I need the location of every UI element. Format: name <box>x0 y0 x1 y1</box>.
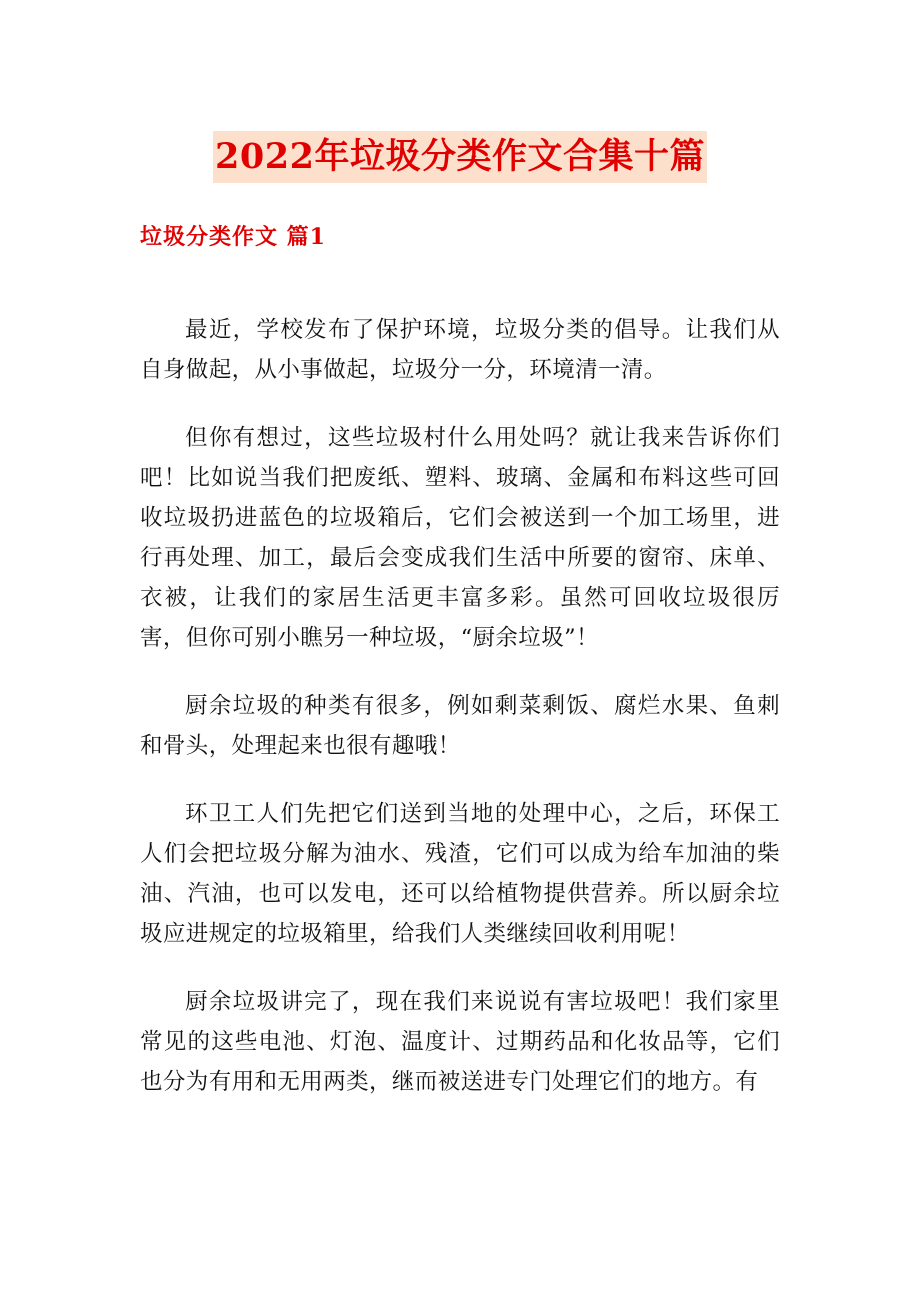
paragraph-5: 厨余垃圾讲完了，现在我们来说说有害垃圾吧！我们家里常见的这些电池、灯泡、温度计、过期药品和化妆品等，它们也分为有用和无用两类，继而被送进专门处理它们的地方。有 <box>140 989 780 1095</box>
section-heading: 垃圾分类作文 篇1 <box>140 224 326 250</box>
paragraph-2: 但你有想过，这些垃圾村什么用处吗？就让我来告诉你们吧！比如说当我们把废纸、塑料、玻璃、金属和布料这些可回收垃圾扔进蓝色的垃圾箱后，它们会被送到一个加工场里，进行再处理、加工，最后会变成我们生活中所要的窗帘、床单、衣被，让我们的家居生活更丰富多彩。虽然可回收垃圾很厉害，但你可别小瞧另一种垃圾，“厨余垃圾”！ <box>140 425 780 651</box>
document-title <box>0 131 920 183</box>
paragraph-1: 最近，学校发布了保护环境，垃圾分类的倡导。让我们从自身做起，从小事做起，垃圾分一分，环境清一清。 <box>140 317 780 383</box>
paragraph-3: 厨余垃圾的种类有很多，例如剩菜剩饭、腐烂水果、鱼刺和骨头，处理起来也很有趣哦！ <box>140 693 780 759</box>
document-title-text: 2022年垃圾分类作文合集十篇 <box>213 131 707 183</box>
essay-body <box>140 310 780 1130</box>
paragraph-4: 环卫工人们先把它们送到当地的处理中心，之后，环保工人们会把垃圾分解为油水、残渣，它们可以成为给车加油的柴油、汽油，也可以发电，还可以给植物提供营养。所以厨余垃圾应进规定的垃圾箱里，给我们人类继续回收利用呢！ <box>140 801 780 947</box>
